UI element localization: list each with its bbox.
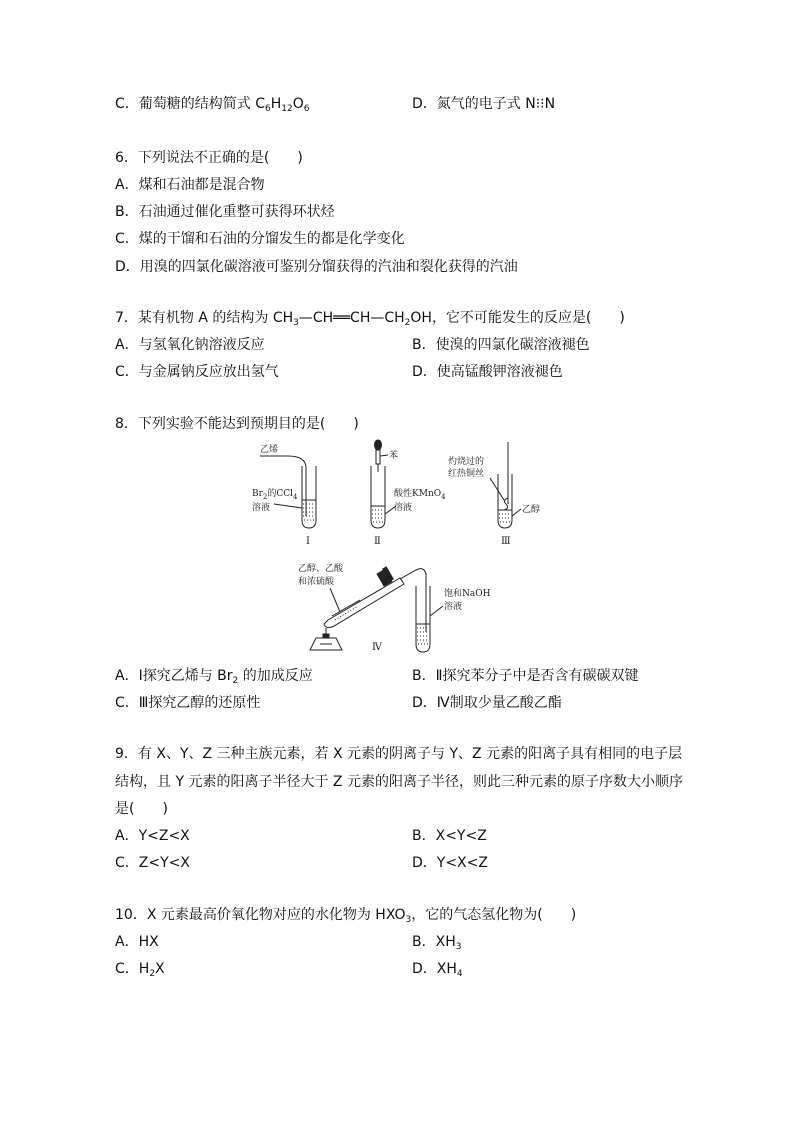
- q6-stem: 6．下列说法不正确的是( ): [115, 150, 303, 166]
- q5-option-d: [412, 95, 555, 113]
- label-kmno4-solution: 溶液: [394, 503, 413, 513]
- q8-option-c: C．Ⅲ探究乙醇的还原性: [115, 695, 261, 711]
- label-mix-1: 乙醇、乙酸: [298, 564, 344, 574]
- q10-option-a: A．HX: [115, 934, 159, 950]
- q10-option-d: [412, 960, 463, 978]
- pointer-i: [274, 504, 302, 508]
- q7-option-a: A．与氢氧化钠溶液反应: [115, 337, 265, 353]
- q9-option-a: A．Y<Z<X: [115, 828, 190, 844]
- q5-sub-6a: 6: [265, 104, 271, 114]
- q5-sub-12: 12: [281, 104, 293, 114]
- q9-option-b: B．X<Y<Z: [412, 828, 487, 844]
- label-iv: Ⅳ: [372, 642, 382, 653]
- q5-sub-6b: 6: [303, 104, 310, 114]
- apparatus-iv: [298, 562, 491, 653]
- q10-option-d-sub: 4: [456, 969, 463, 979]
- q8-option-a-post: 的加成反应: [238, 668, 313, 684]
- q9-stem-line2: 结构，且 Y 元素的阳离子半径大于 Z 元素的阳离子半径，则此三种元素的原子序数大小顺序: [115, 774, 683, 790]
- label-naoh-1: 饱和NaOH: [444, 589, 491, 599]
- q6-option-a: A．煤和石油都是混合物: [115, 177, 265, 193]
- q7-stem: [115, 309, 625, 327]
- label-naoh-2: 溶液: [444, 602, 463, 612]
- q10-stem-sub: 3: [405, 915, 412, 925]
- test-tube-ii: [371, 466, 385, 528]
- dropper-bulb: [375, 440, 382, 450]
- apparatus-iii: [448, 442, 540, 547]
- label-ii: Ⅱ: [374, 536, 381, 547]
- q5-option-d-text: 氮气的电子式 N⁝⁝N: [436, 96, 556, 112]
- label-ethylene: 乙烯: [260, 445, 279, 455]
- q10-option-b: [412, 933, 461, 951]
- test-tube-i: [302, 466, 316, 528]
- q6-option-d: D．用溴的四氯化碳溶液可鉴别分馏获得的汽油和裂化获得的汽油: [115, 259, 518, 275]
- q5-option-c-label: C．: [115, 96, 139, 112]
- q8-option-a-pre: A．Ⅰ探究乙烯与 Br: [115, 668, 233, 684]
- q8-apparatus-figure: [240, 438, 540, 653]
- label-br2-solution: 溶液: [252, 503, 271, 513]
- label-br2-ccl4: $Br_2$的CCl$_4$: [252, 489, 298, 501]
- q5-option-c: [115, 95, 310, 113]
- q7-option-b: B．使溴的四氯化碳溶液褪色: [412, 337, 590, 353]
- test-tube-iii: [498, 474, 512, 528]
- q7-sub-3: 3: [293, 318, 299, 328]
- q9-option-c: C．Z<Y<X: [115, 855, 190, 871]
- q10-option-b-sub: 3: [455, 942, 462, 952]
- q7-stem-pre: 7．某有机物 A 的结构为 CH: [115, 310, 294, 326]
- copper-coil: [504, 498, 508, 510]
- q10-option-b-pre: B．XH: [412, 934, 456, 950]
- q9-option-d: D．Y<X<Z: [412, 855, 488, 871]
- test-tube-iv: [416, 586, 430, 652]
- q10-option-d-pre: D．XH: [412, 961, 457, 977]
- label-ethanol: 乙醇: [522, 505, 540, 515]
- q10-option-c-sub: 2: [149, 969, 156, 979]
- q7-sub-2: 2: [404, 318, 411, 328]
- delivery-tube-iv: [400, 569, 426, 632]
- label-mix-2: 和浓硫酸: [298, 577, 335, 587]
- dropper-body: [376, 450, 380, 464]
- label-kmno4: 酸性KMnO$_4$: [394, 489, 446, 501]
- q8-option-d: D．Ⅳ制取少量乙酸乙酯: [412, 695, 562, 711]
- q9-stem-line1: 9．有 X、Y、Z 三种主族元素，若 X 元素的阴离子与 Y、Z 元素的阳离子具有相同的电子层: [115, 746, 683, 762]
- q5-option-d-label: D．: [412, 96, 437, 112]
- label-copper-1: 灼烧过的: [448, 457, 485, 467]
- lamp-cap: [323, 634, 329, 638]
- label-i: Ⅰ: [306, 536, 310, 547]
- q8-option-a: [115, 667, 313, 685]
- label-copper-2: 红热铜丝: [448, 469, 485, 479]
- apparatus-ii: [371, 440, 446, 547]
- q5-h: H: [270, 96, 282, 112]
- q7-option-c: C．与金属钠反应放出氢气: [115, 364, 279, 380]
- q9-stem-line3: 是( ): [115, 801, 168, 817]
- q10-stem-post: ，它的气态氢化物为( ): [411, 907, 577, 923]
- q7-double-bond: ══: [333, 310, 351, 326]
- apparatus-i: [252, 443, 316, 547]
- q6-option-c: C．煤的干馏和石油的分馏发生的都是化学变化: [115, 231, 405, 247]
- q10-stem-pre: 10．X 元素最高价氧化物对应的水化物为 HXO: [115, 907, 406, 923]
- q10-option-c-post: X: [155, 961, 165, 977]
- q10-stem: [115, 906, 576, 924]
- q8-stem: 8．下列实验不能达到预期目的是( ): [115, 416, 359, 432]
- q10-option-c: [115, 960, 165, 978]
- q5-o: O: [292, 96, 304, 112]
- q8-option-a-sub: 2: [232, 676, 239, 686]
- q7-stem-mid1: —CH: [298, 310, 334, 326]
- q7-option-d: D．使高锰酸钾溶液褪色: [412, 364, 563, 380]
- q7-stem-mid2: CH—CH: [350, 310, 405, 326]
- q6-option-b: B．石油通过催化重整可获得环状烃: [115, 204, 335, 220]
- label-iii: Ⅲ: [501, 536, 511, 547]
- q10-option-c-pre: C．H: [115, 961, 150, 977]
- q8-option-b: B．Ⅱ探究苯分子中是否含有碳碳双键: [412, 668, 639, 684]
- label-benzene: 苯: [389, 451, 399, 461]
- q7-stem-post: OH，它不可能发生的反应是( ): [410, 310, 625, 326]
- q5-option-c-text: 葡萄糖的结构简式 C: [138, 96, 266, 112]
